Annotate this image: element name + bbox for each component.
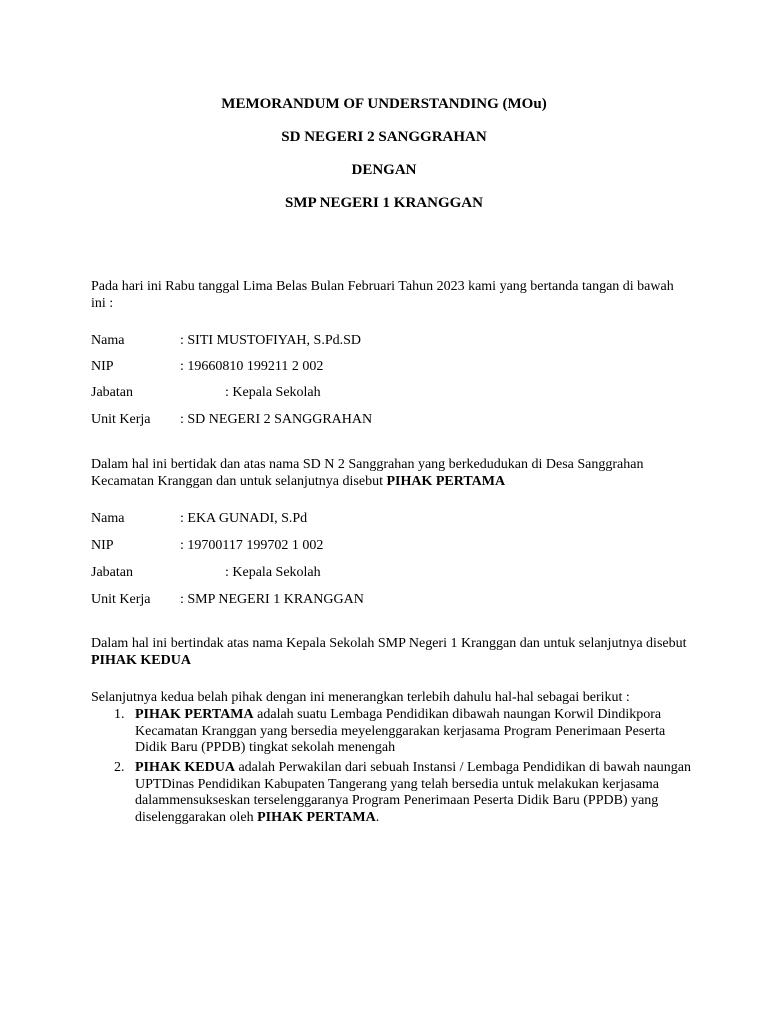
party1-nip-label: NIP bbox=[91, 359, 114, 374]
list-item-2-text bbox=[135, 760, 695, 826]
party2-description-text: Dalam hal ini bertindak atas nama Kepala Sekolah SMP Negeri 1 Kranggan dan untuk selanjutnya disebut bbox=[91, 636, 687, 651]
party1-nip-value: : 19660810 199211 2 002 bbox=[180, 359, 324, 374]
list-item-2-number: 2. bbox=[114, 760, 125, 775]
title-line-mou: MEMORANDUM OF UNDERSTANDING (MOu) bbox=[221, 96, 547, 112]
party2-jabatan-label: Jabatan bbox=[91, 565, 133, 580]
intro-paragraph: Pada hari ini Rabu tanggal Lima Belas Bulan Februari Tahun 2023 kami yang bertanda tangan di bawah ini : bbox=[91, 279, 674, 311]
party2-unit-label: Unit Kerja bbox=[91, 592, 151, 607]
list-item-1-body: adalah suatu Lembaga Pendidikan dibawah naungan Korwil Dindikpora Kecamatan Kranggan yang bersedia meyelenggarakan kerjasama Program Penerimaan Peserta Didik Baru (PPDB) tingkat sekolah menengah bbox=[135, 707, 666, 755]
party2-nama-label: Nama bbox=[91, 511, 125, 526]
party2-unit-value: : SMP NEGERI 1 KRANGGAN bbox=[180, 592, 364, 607]
party1-nama-label: Nama bbox=[91, 333, 125, 348]
party2-nip-label: NIP bbox=[91, 538, 114, 553]
party2-description-role: PIHAK KEDUA bbox=[91, 653, 191, 668]
list-item-2-role: PIHAK KEDUA bbox=[135, 760, 235, 775]
body-lead: Selanjutnya kedua belah pihak dengan ini menerangkan terlebih dahulu hal-hal sebagai berikut : bbox=[91, 690, 630, 705]
list-item-2-tail-role: PIHAK PERTAMA bbox=[257, 809, 376, 825]
list-item-1-text bbox=[135, 707, 695, 757]
party1-unit-value: : SD NEGERI 2 SANGGRAHAN bbox=[180, 412, 373, 427]
list-item-2-tail: . bbox=[375, 809, 380, 825]
party1-nama-value: : SITI MUSTOFIYAH, S.Pd.SD bbox=[180, 333, 362, 348]
party2-jabatan-value: : Kepala Sekolah bbox=[225, 565, 321, 580]
title-line-sd: SD NEGERI 2 SANGGRAHAN bbox=[281, 129, 487, 145]
party2-description bbox=[91, 635, 691, 669]
party1-jabatan-value: : Kepala Sekolah bbox=[225, 385, 321, 400]
list-item-1-number: 1. bbox=[114, 707, 125, 722]
party2-nip-value: : 19700117 199702 1 002 bbox=[180, 538, 324, 553]
title-line-dengan: DENGAN bbox=[351, 162, 417, 178]
party2-nama-value: : EKA GUNADI, S.Pd bbox=[180, 511, 308, 526]
party1-description bbox=[91, 456, 691, 490]
title-line-smp: SMP NEGERI 1 KRANGGAN bbox=[285, 195, 483, 211]
list-item-2-body: adalah Perwakilan dari sebuah Instansi / Lembaga Pendidikan di bawah naungan UPTDinas Pendidikan Kabupaten Tangerang yang telah bersedia untuk melakukan kerjasama dalammensukseskan terselenggaranya Program Penerimaan Peserta Didik Baru (PPDB) yang diselenggarakan oleh bbox=[135, 760, 691, 825]
party1-jabatan-label: Jabatan bbox=[91, 385, 133, 400]
party1-unit-label: Unit Kerja bbox=[91, 412, 151, 427]
list-item-1-role: PIHAK PERTAMA bbox=[135, 707, 254, 722]
party1-description-role: PIHAK PERTAMA bbox=[386, 474, 506, 489]
party1-description-text: Dalam hal ini bertidak dan atas nama SD N 2 Sanggrahan yang berkedudukan di Desa Sanggrahan Kecamatan Kranggan dan untuk selanjutnya disebut bbox=[91, 457, 644, 489]
